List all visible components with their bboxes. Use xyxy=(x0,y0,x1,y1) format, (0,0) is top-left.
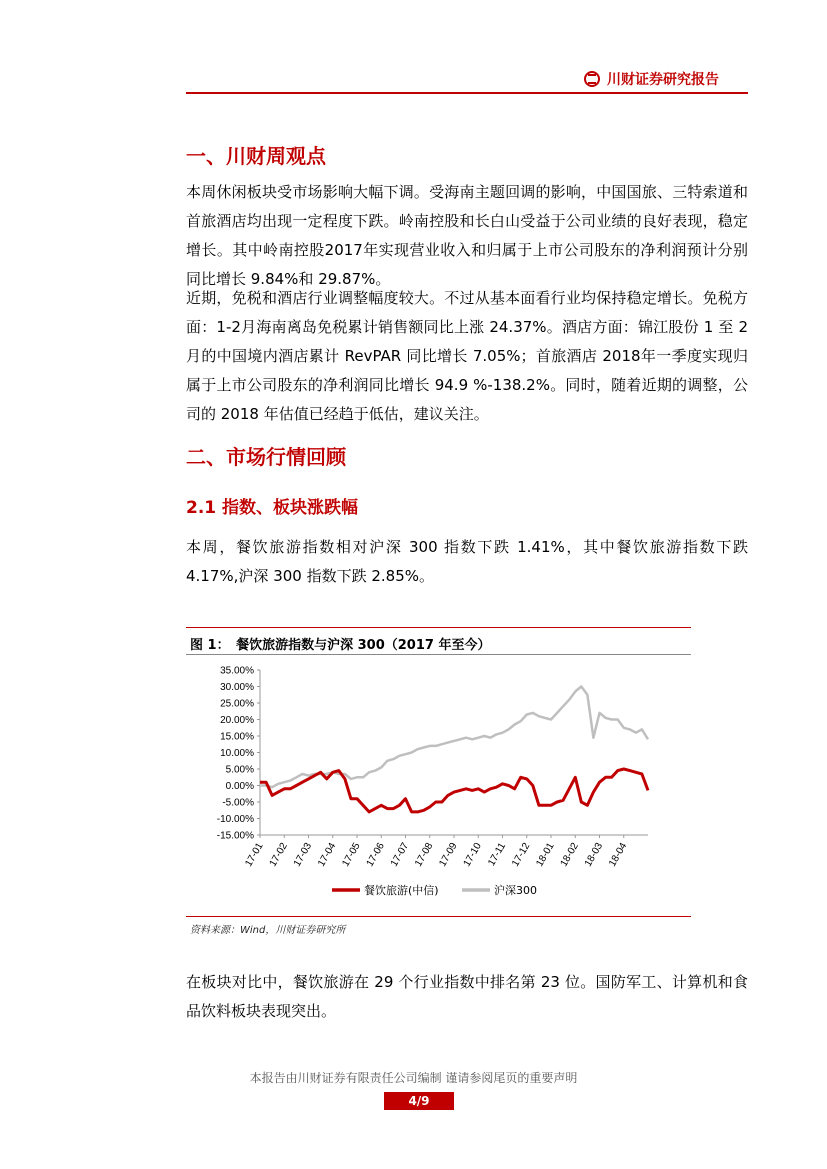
x-tick-label: 17-02 xyxy=(267,841,290,869)
y-tick-label: 25.00% xyxy=(220,698,254,710)
x-tick-label: 17-07 xyxy=(388,841,412,869)
closing-paragraph: 在板块对比中，餐饮旅游在 29 个行业指数中排名第 23 位。国防军工、计算机和食品饮料板块表现突出。 xyxy=(186,973,748,1020)
y-tick-label: 10.00% xyxy=(220,748,254,759)
section-2-paragraph: 本周，餐饮旅游指数相对沪深 300 指数下跌 1.41%，其中餐饮旅游指数下跌 4.17%,沪深 300 指数下跌 2.85%。 xyxy=(186,538,748,585)
line-chart xyxy=(186,658,691,914)
section-2-title: 二、市场行情回顾 xyxy=(186,445,346,469)
chart-series xyxy=(260,687,648,812)
y-tick-label: 30.00% xyxy=(220,682,254,693)
figure-top-rule xyxy=(186,627,691,628)
figure-title: 图 1： 餐饮旅游指数与沪深 300（2017 年至今） xyxy=(190,638,491,653)
header-rule xyxy=(186,92,748,94)
brand-text: 川财证券研究报告 xyxy=(607,72,719,88)
y-tick-label: 35.00% xyxy=(220,665,254,677)
footer-disclaimer: 本报告由川财证券有限责任公司编制 谨请参阅尾页的重要声明 xyxy=(249,1071,578,1085)
x-tick-label: 17-08 xyxy=(413,841,436,869)
legend-label: 沪深300 xyxy=(494,884,537,897)
y-tick-label: 20.00% xyxy=(220,715,254,726)
x-tick-label: 17-06 xyxy=(364,841,387,869)
x-tick-label: 17-09 xyxy=(437,841,460,869)
section-1-title: 一、川财周观点 xyxy=(186,144,326,168)
x-tick-label: 17-01 xyxy=(243,841,266,869)
chuancai-logo-icon xyxy=(584,71,600,87)
figure-bottom-rule xyxy=(186,916,691,917)
chart-legend xyxy=(332,883,537,897)
y-tick-label: 0.00% xyxy=(225,781,254,792)
x-tick-label: 18-04 xyxy=(607,841,630,869)
page-number: 4/9 xyxy=(384,1092,454,1110)
y-axis xyxy=(217,666,260,842)
y-tick-label: 15.00% xyxy=(220,731,254,743)
report-brand xyxy=(584,70,719,88)
section-1-paragraph-2: 近期，免税和酒店行业调整幅度较大。不过从基本面看行业均保持稳定增长。免税方面：1-2月海南离岛免税累计销售额同比上涨 24.37%。酒店方面：锦江股份 1 至 2 月的中国境内酒店累计 RevPAR 同比增长 7.05%；首旅酒店 2018年一季度实现归属于上市公司股东的净利润同比增长 94.9 %-138.2%。同时，随着近期的调整，公司的 2018 年估值已经趋于低估，建议关注。 xyxy=(186,289,748,423)
figure-title-rule xyxy=(186,654,691,655)
x-tick-label: 17-04 xyxy=(316,841,339,869)
subsection-title: 2.1 指数、板块涨跌幅 xyxy=(186,498,359,518)
y-tick-label: 5.00% xyxy=(225,764,254,776)
x-tick-label: 17-11 xyxy=(486,841,509,869)
figure-source: 资料来源：Wind，川财证券研究所 xyxy=(190,925,346,936)
x-tick-label: 17-10 xyxy=(461,841,484,869)
section-1-paragraph-1: 本周休闲板块受市场影响大幅下调。受海南主题回调的影响，中国国旅、三特索道和首旅酒店均出现一定程度下跌。岭南控股和长白山受益于公司业绩的良好表现，稳定增长。其中岭南控股2017年实现营业收入和归属于上市公司股东的净利润预计分别同比增长 9.84%和 29.87%。 xyxy=(186,183,748,288)
legend-label: 餐饮旅游(中信) xyxy=(364,884,439,897)
x-tick-label: 18-01 xyxy=(534,841,557,869)
x-tick-label: 17-05 xyxy=(340,841,363,869)
x-tick-label: 17-12 xyxy=(510,841,533,869)
y-tick-label: -10.00% xyxy=(216,814,254,825)
series-line xyxy=(260,769,648,812)
x-tick-label: 18-02 xyxy=(558,841,581,869)
x-tick-label: 17-03 xyxy=(291,841,315,869)
y-tick-label: -15.00% xyxy=(216,830,254,842)
x-tick-label: 18-03 xyxy=(582,841,606,869)
x-axis xyxy=(243,835,648,869)
y-tick-label: -5.00% xyxy=(222,797,254,809)
